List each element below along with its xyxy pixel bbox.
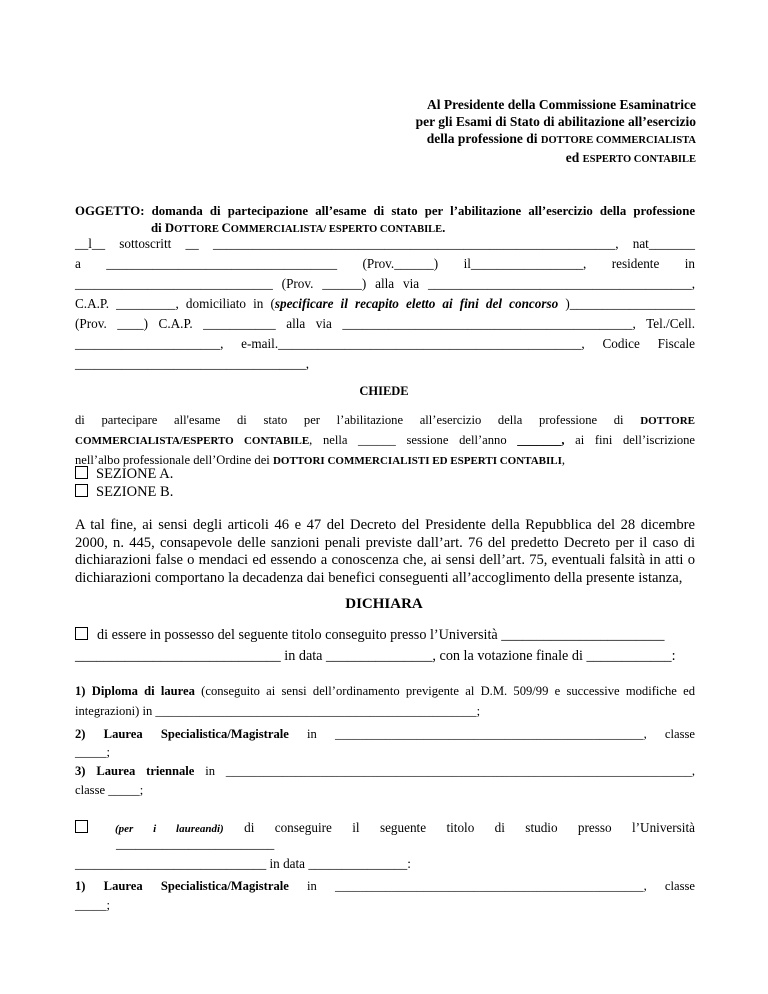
option-1-line-2[interactable]: _____________________________ in data _______________, con la votazione finale di ____________:	[75, 648, 676, 664]
section-b-option[interactable]	[75, 484, 173, 501]
recipient-line-1: Al Presidente della Commissione Esaminatrice	[427, 97, 696, 112]
subject-line-1: OGGETTO: domanda di partecipazione all’esame di stato per l’abilitazione all’esercizio della professione	[75, 204, 695, 218]
dichiara-heading: DICHIARA	[345, 596, 423, 612]
section-a-option[interactable]	[75, 466, 173, 483]
option-2-university-field[interactable]: ________________________	[116, 836, 275, 851]
chiede-line-2d: ai fini dell’iscrizione	[564, 433, 695, 447]
chiede-line-3b: DOTTORI COMMERCIALISTI ED ESPERTI CONTABILI	[272, 455, 562, 467]
degree-1-title: 1) Diploma di laurea	[75, 684, 195, 698]
chiede-year-field[interactable]: _______,	[517, 433, 565, 447]
degree-3-field[interactable]: in __________________________________________________________________________,	[194, 764, 695, 778]
chiede-line-3c: ,	[561, 453, 566, 467]
option-2-checkbox[interactable]	[75, 820, 88, 833]
degree-1-desc: (conseguito ai sensi dell’ordinamento previgente al D.M. 509/99 e successive modifiche ed	[194, 684, 696, 698]
recipient-line-2: per gli Esami di Stato di abilitazione all’esercizio	[415, 114, 696, 129]
degree-3-title: 3) Laurea triennale	[75, 764, 195, 778]
degree-4-line-1[interactable]	[75, 879, 695, 894]
personal-line-4a: C.A.P. _________, domiciliato in (	[75, 296, 275, 311]
section-a-label: SEZIONE A.	[96, 466, 174, 482]
degree-2-title: 2) Laurea Specialistica/Magistrale	[75, 727, 289, 741]
degree-4-field[interactable]: in _________________________________________________, classe	[288, 879, 695, 893]
degree-1-line-1	[75, 684, 695, 699]
section-b-checkbox[interactable]	[75, 484, 88, 497]
subject-block	[75, 203, 695, 238]
chiede-line-1b: DOTTORE	[640, 415, 695, 427]
declaration-paragraph: A tal fine, ai sensi degli articoli 46 e 47 del Decreto del Presidente della Repubblica del 28 dicembre 2000, n. 445, consapevole delle sanzioni penali previste dall’art. 76 del predetto Decreto per il caso di dichiarazioni false o mendaci ed essendo a conoscenza che, ai sensi dell’art. 75, eventuali falsità in atti o dichiarazioni comportano la decadenza dai benefici conseguenti all’accoglimento della presente istanza,	[75, 517, 695, 586]
subject-line-2a: di D	[151, 221, 175, 235]
section-b-label: SEZIONE B.	[96, 484, 174, 500]
recipient-line-4-text: ed	[565, 150, 583, 165]
option-1-text: di essere in possesso del seguente titolo conseguito presso l’Università _______________________	[97, 627, 665, 643]
option-2-line-2[interactable]: _____________________________ in data _______________:	[75, 856, 411, 871]
personal-line-4[interactable]	[75, 296, 695, 312]
degree-3-line-1[interactable]	[75, 764, 695, 779]
personal-line-5[interactable]: (Prov. ____) C.A.P. ___________ alla via ____________________________________________, Tel./Cell.	[75, 316, 695, 331]
chiede-line-1	[75, 413, 695, 428]
personal-line-6[interactable]: ______________________, e-mail.______________________________________________, Codice Fiscale	[75, 336, 695, 351]
elected-address-note: specificare il recapito eletto ai fini del concorso	[274, 296, 559, 311]
personal-line-4c: )___________________	[558, 296, 695, 311]
subject-line-2c: C	[221, 221, 231, 235]
degree-4-line-2[interactable]: _____;	[75, 898, 110, 912]
degree-3-line-2[interactable]: classe _____;	[75, 783, 144, 797]
option-1-line-1[interactable]	[75, 627, 695, 644]
recipient-line-3-text: della professione di	[426, 131, 541, 146]
recipient-line-4	[416, 149, 696, 168]
option-2-line-1[interactable]	[75, 820, 695, 836]
degree-2-line-1[interactable]	[75, 727, 695, 742]
degree-2-field[interactable]: in _________________________________________________, classe	[288, 727, 695, 741]
option-1-checkbox[interactable]	[75, 627, 88, 640]
degree-2-line-2[interactable]: _____;	[75, 745, 110, 759]
chiede-line-2a: COMMERCIALISTA/ESPERTO CONTABILE	[75, 435, 310, 447]
recipient-profession-1: DOTTORE COMMERCIALISTA	[540, 135, 696, 146]
option-2-note: (per i laureandi)	[115, 823, 224, 835]
personal-line-7[interactable]: ___________________________________,	[75, 356, 310, 371]
subject-line-2b: OTTORE	[174, 224, 222, 235]
personal-line-2[interactable]: a ___________________________________ (Prov.______) il_________________, residente in	[75, 256, 695, 271]
recipient-profession-2: ESPERTO CONTABILE	[582, 154, 696, 165]
personal-line-1[interactable]: __l__ sottoscritt __ _____________________________________________________________, nat_______	[75, 236, 695, 251]
chiede-line-1a: di partecipare all'esame di stato per l’abilitazione all’esercizio della professione di	[75, 413, 641, 427]
chiede-line-2b: , nella ______ sessione dell’anno	[309, 433, 518, 447]
chiede-line-3a: nell’albo professionale dell’Ordine dei	[75, 453, 273, 467]
section-a-checkbox[interactable]	[75, 466, 88, 479]
recipient-block	[416, 96, 696, 168]
subject-line-2e: .	[442, 221, 446, 235]
degree-4-title: 1) Laurea Specialistica/Magistrale	[75, 879, 289, 893]
chiede-line-2[interactable]	[75, 433, 695, 448]
subject-line-2d: OMMERCIALISTA/ ESPERTO CONTABILE	[230, 224, 443, 235]
chiede-heading: CHIEDE	[359, 384, 409, 398]
recipient-line-3	[416, 130, 696, 149]
degree-1-line-2[interactable]: integrazioni) in ___________________________________________________;	[75, 704, 481, 718]
option-2-text: di conseguire il seguente titolo di studio presso l’Università	[223, 820, 695, 835]
personal-line-3[interactable]: ______________________________ (Prov. ______) alla via ________________________________________,	[75, 276, 695, 291]
